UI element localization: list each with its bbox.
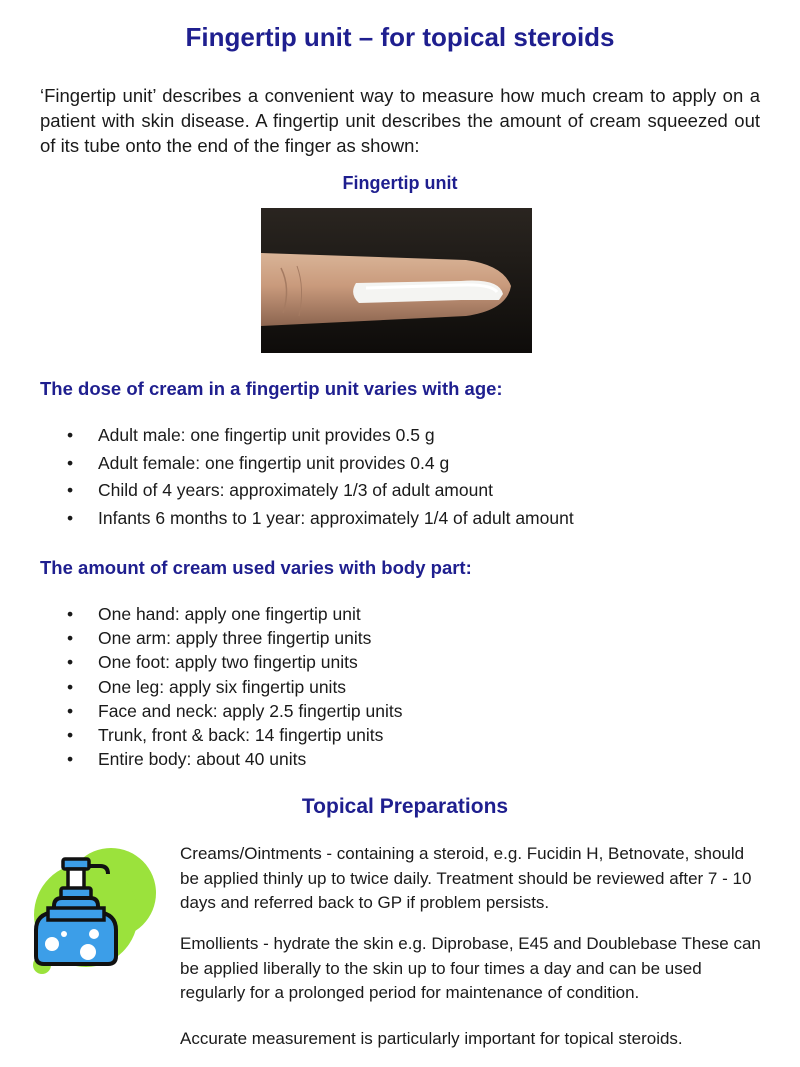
list-item: • Adult male: one fingertip unit provides 0.5 g — [62, 422, 574, 450]
list-item: • One leg: apply six fingertip units — [62, 675, 403, 699]
emollients-paragraph: Emollients - hydrate the skin e.g. Diprobase, E45 and Doublebase These can be applied liberally to the skin up to four times a day and can be used regularly for a prolonged period for maintenance of condition. — [180, 934, 761, 1002]
body-section-heading: The amount of cream used varies with body part: — [40, 557, 472, 578]
list-item: • One hand: apply one fingertip unit — [62, 602, 403, 626]
list-item: • Adult female: one fingertip unit provides 0.4 g — [62, 450, 574, 478]
creams-paragraph: Creams/Ointments - containing a steroid, e.g. Fucidin H, Betnovate, should be applied thinly up to twice daily. Treatment should be reviewed after 7 - 10 days and referred back to GP if problem persists. — [180, 844, 752, 912]
intro-paragraph: ‘Fingertip unit’ describes a convenient way to measure how much cream to apply on a patient with skin disease. A fingertip unit describes the amount of cream squeezed out of its tube onto the end of the finger as shown: — [40, 85, 760, 156]
age-dose-list — [62, 422, 574, 532]
list-item: • One foot: apply two fingertip units — [62, 650, 403, 674]
measurement-note: Accurate measurement is particularly important for topical steroids. — [180, 1029, 683, 1048]
list-item: • Entire body: about 40 units — [62, 747, 403, 771]
list-item: • Child of 4 years: approximately 1/3 of adult amount — [62, 477, 574, 505]
page-title: Fingertip unit – for topical steroids — [185, 22, 615, 52]
age-section-heading: The dose of cream in a fingertip unit varies with age: — [40, 378, 503, 399]
preparations-heading: Topical Preparations — [301, 795, 509, 818]
figure-caption: Fingertip unit — [342, 173, 458, 193]
pump-bottle-icon — [30, 848, 165, 978]
list-item: • Trunk, front & back: 14 fingertip units — [62, 723, 403, 747]
list-item: • Face and neck: apply 2.5 fingertip units — [62, 699, 403, 723]
list-item: • One arm: apply three fingertip units — [62, 626, 403, 650]
list-item: • Infants 6 months to 1 year: approximately 1/4 of adult amount — [62, 505, 574, 533]
body-part-list — [62, 602, 403, 771]
fingertip-photo — [261, 208, 532, 353]
